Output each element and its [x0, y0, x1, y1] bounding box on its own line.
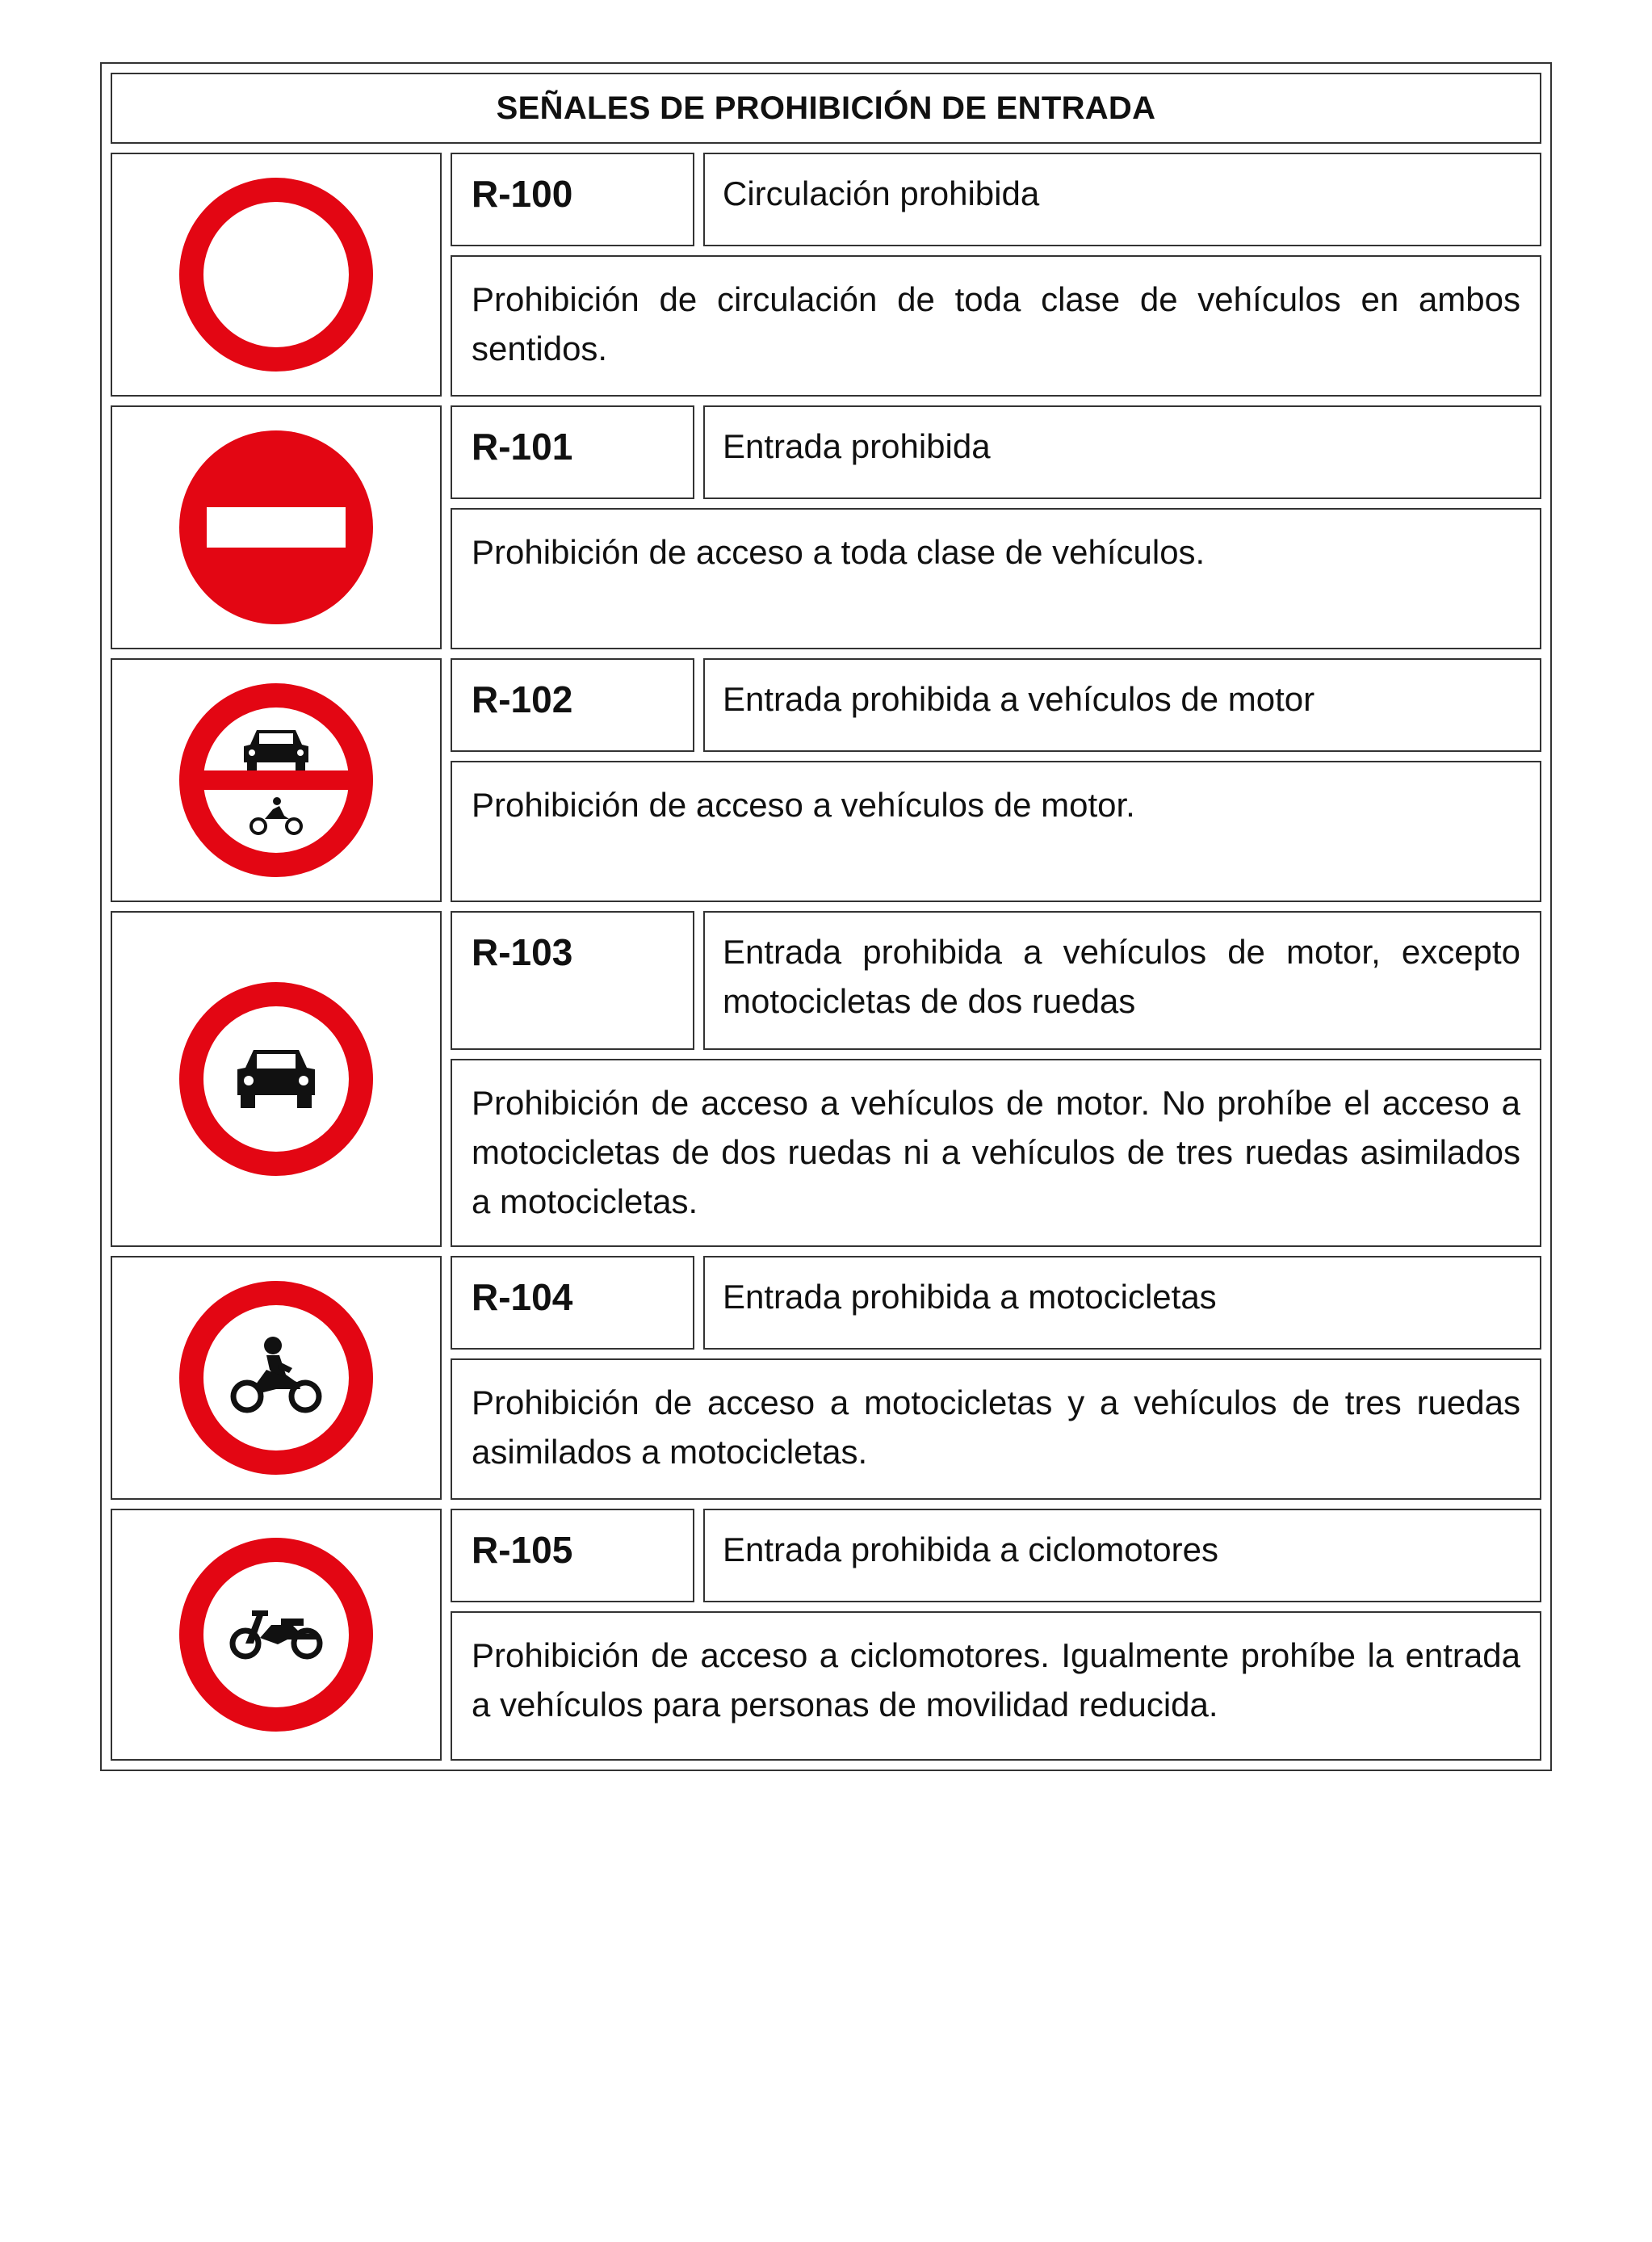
sign-name: Entrada prohibida a ciclomotores [703, 1509, 1541, 1602]
sign-image-cell [111, 405, 442, 649]
sign-code: R-101 [451, 405, 694, 499]
no-mopeds-sign-icon [179, 1538, 373, 1732]
table-title: SEÑALES DE PROHIBICIÓN DE ENTRADA [111, 73, 1541, 144]
sign-code: R-100 [451, 153, 694, 246]
sign-code: R-103 [451, 911, 694, 1050]
sign-description: Prohibición de acceso a vehículos de motor. [451, 761, 1541, 902]
no-cars-sign-icon [179, 982, 373, 1176]
sign-code: R-104 [451, 1256, 694, 1350]
sign-image-cell [111, 1256, 442, 1500]
sign-image-cell [111, 911, 442, 1247]
sign-description: Prohibición de acceso a toda clase de vehículos. [451, 508, 1541, 649]
sign-description: Prohibición de acceso a vehículos de motor. No prohíbe el acceso a motocicletas de dos ruedas ni a vehículos de tres ruedas asimilados a motocicletas. [451, 1059, 1541, 1247]
sign-image-cell [111, 153, 442, 397]
sign-name: Entrada prohibida a vehículos de motor [703, 658, 1541, 752]
sign-code: R-102 [451, 658, 694, 752]
sign-description: Prohibición de acceso a motocicletas y a vehículos de tres ruedas asimilados a motocicletas. [451, 1358, 1541, 1500]
sign-image-cell [111, 658, 442, 902]
sign-code: R-105 [451, 1509, 694, 1602]
sign-description: Prohibición de circulación de toda clase de vehículos en ambos sentidos. [451, 255, 1541, 397]
sign-image-cell [111, 1509, 442, 1761]
no-entry-sign-icon [179, 430, 373, 624]
sign-name: Entrada prohibida a vehículos de motor, excepto motocicletas de dos ruedas [703, 911, 1541, 1050]
no-motor-vehicles-sign-icon [179, 683, 373, 877]
sign-name: Circulación prohibida [703, 153, 1541, 246]
no-motorcycles-sign-icon [179, 1281, 373, 1475]
sign-name: Entrada prohibida [703, 405, 1541, 499]
no-vehicles-sign-icon [179, 178, 373, 372]
sign-name: Entrada prohibida a motocicletas [703, 1256, 1541, 1350]
sign-description: Prohibición de acceso a ciclomotores. Igualmente prohíbe la entrada a vehículos para personas de movilidad reducida. [451, 1611, 1541, 1761]
